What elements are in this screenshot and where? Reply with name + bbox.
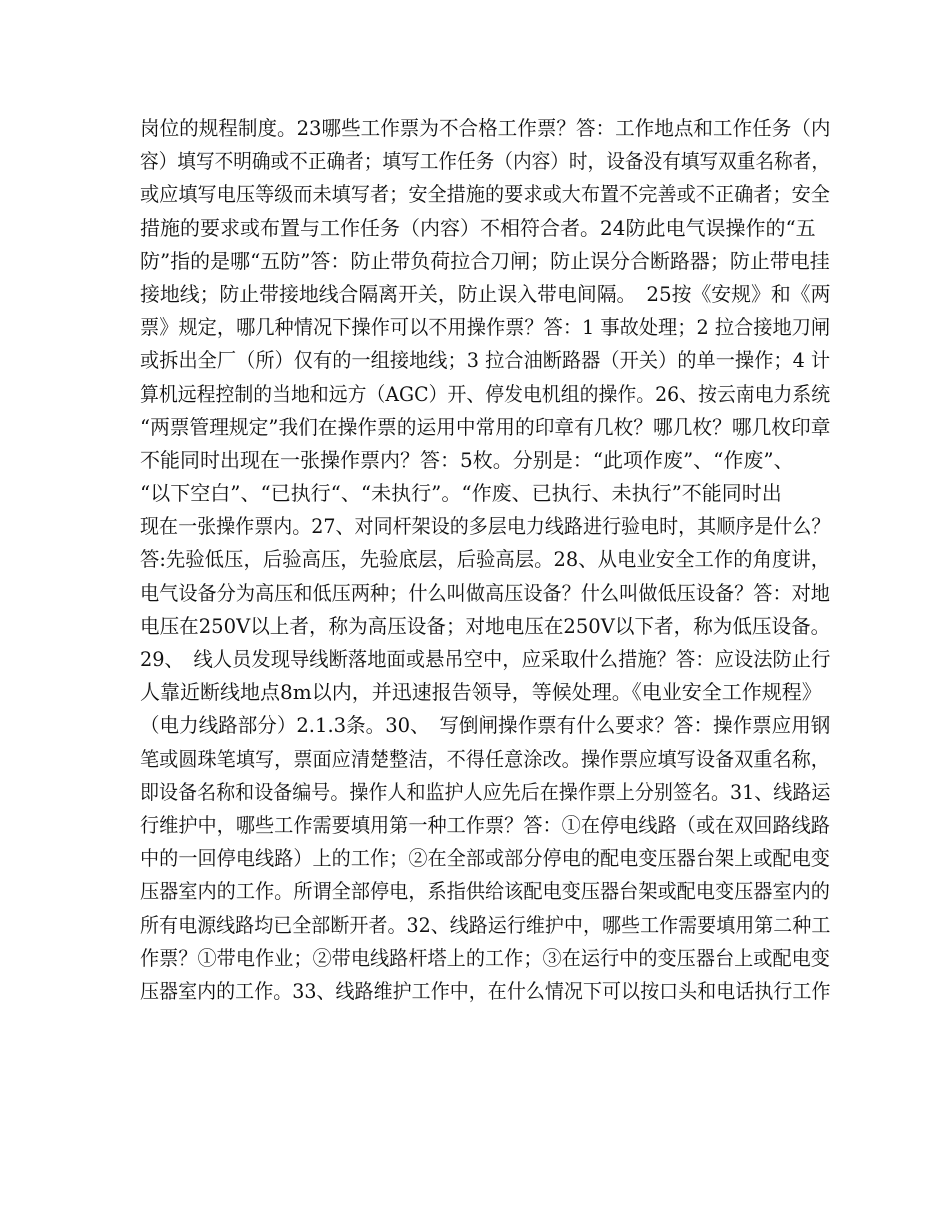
text-line: 不能同时出现在一张操作票内？答：5枚。分别是：“此项作废”、“作废”、 <box>140 447 794 472</box>
text-line: 接地线；防止带接地线合隔离开关，防止误入带电间隔。 25按《安规》和《两 <box>140 281 831 306</box>
text-line: 或拆出全厂（所）仅有的一组接地线；3 拉合油断路器（开关）的单一操作；4 计 <box>140 348 831 373</box>
text-line: 电气设备分为高压和低压两种；什么叫做高压设备？什么叫做低压设备？答：对地 <box>140 580 830 605</box>
text-line: 防”指的是哪“五防”答：防止带负荷拉合刀闸；防止误分合断路器；防止带电挂 <box>140 248 830 273</box>
text-line: 压器室内的工作。所谓全部停电，系指供给该配电变压器台架或配电变压器室内的 <box>140 879 830 904</box>
text-line: 即设备名称和设备编号。操作人和监护人应先后在操作票上分别签名。31、线路运 <box>140 779 831 804</box>
text-line: 29、 线人员发现导线断落地面或悬吊空中，应采取什么措施？答：应设法防止行 <box>140 647 831 671</box>
text-line: 岗位的规程制度。23哪些工作票为不合格工作票？答：工作地点和工作任务（内 <box>140 116 831 140</box>
text-line: 现在一张操作票内。27、对同杆架设的多层电力线路进行验电时，其顺序是什么？ <box>140 514 831 539</box>
text-line: 行维护中，哪些工作需要填用第一种工作票？答：①在停电线路（或在双回路线路 <box>140 812 830 837</box>
text-line: 作票？①带电作业；②带电线路杆塔上的工作；③在运行中的变压器台上或配电变 <box>140 945 830 970</box>
text-line: （电力线路部分）2.1.3条。30、 写倒闸操作票有什么要求？答：操作票应用钢 <box>140 713 831 738</box>
text-line: 所有电源线路均已全部断开者。32、线路运行维护中，哪些工作需要填用第二种工 <box>140 912 831 937</box>
text-line: 人靠近断线地点8m以内，并迅速报告领导，等候处理。《电业安全工作规程》 <box>140 680 822 705</box>
text-line: 答:先验低压，后验高压，先验底层，后验高层。28、从电业安全工作的角度讲， <box>140 547 831 572</box>
text-line: “以下空白”、“已执行“、“未执行”。“作废、已执行、未执行”不能同时出 <box>140 481 782 506</box>
text-line: 中的一回停电线路）上的工作；②在全部或部分停电的配电变压器台架上或配电变 <box>140 846 830 871</box>
text-line: 笔或圆珠笔填写，票面应清楚整洁，不得任意涂改。操作票应填写设备双重名称， <box>140 746 830 771</box>
document-body <box>140 112 830 1008</box>
text-line: 或应填写电压等级而未填写者；安全措施的要求或大布置不完善或不正确者；安全 <box>140 182 830 207</box>
text-line: 电压在250V以上者，称为高压设备；对地电压在250V以下者，称为低压设备。 <box>140 613 831 638</box>
text-line: 措施的要求或布置与工作任务（内容）不相符合者。24防此电气误操作的“五 <box>140 215 816 240</box>
text-line: 票》规定，哪几种情况下操作可以不用操作票？答：1 事故处理；2 拉合接地刀闸 <box>140 315 831 340</box>
text-line: 算机远程控制的当地和远方（AGC）开、停发电机组的操作。26、按云南电力系统 <box>140 381 831 406</box>
text-line: 压器室内的工作。33、线路维护工作中，在什么情况下可以按口头和电话执行工作 <box>140 978 831 1003</box>
text-line: 容）填写不明确或不正确者；填写工作任务（内容）时，设备没有填写双重名称者， <box>140 149 830 174</box>
text-line: “两票管理规定”我们在操作票的运用中常用的印章有几枚？哪几枚？哪几枚印章 <box>140 414 831 439</box>
